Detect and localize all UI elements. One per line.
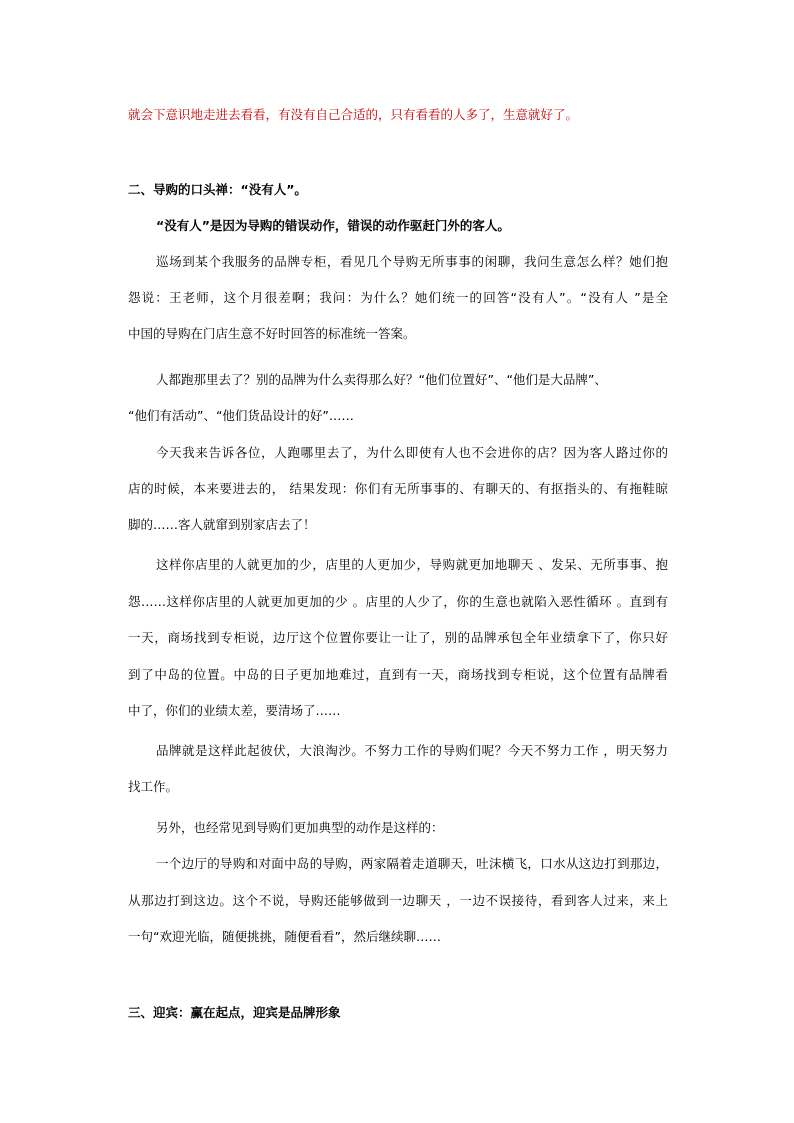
paragraph-line: 一天，商场找到专柜说，边厅这个位置你要让一让了，别的品牌承包全年业绩拿下了，你只好 xyxy=(128,630,668,645)
paragraph-line: 巡场到某个我服务的品牌专柜，看见几个导购无所事事的闲聊，我问生意怎么样？她们抱 xyxy=(156,254,668,269)
paragraph-line: 中了，你们的业绩太差，要清场了…… xyxy=(128,703,341,718)
paragraph-line: 一个边厅的导购和对面中岛的导购，两家隔着走道聊天，吐沫横飞，口水从这边打到那边， xyxy=(156,856,668,871)
section-3-heading: 三、迎宾：赢在起点，迎宾是品牌形象 xyxy=(128,1005,341,1020)
paragraph-line: 中国的导购在门店生意不好时回答的标准统一答案。 xyxy=(128,326,416,341)
paragraph-line: 找工作。 xyxy=(128,779,179,794)
section-2-subheading: “没有人”是因为导购的错误动作，错误的动作驱赶门外的客人。 xyxy=(156,218,510,233)
paragraph-line: 店的时候，本来要进去的， 结果发现：你们有无所事事的、有聊天的、有抠指头的、有拖鞋晾 xyxy=(128,481,668,496)
paragraph-line: 这样你店里的人就更加的少，店里的人更加少，导购就更加地聊天 、发呆、无所事事、抱 xyxy=(156,557,668,572)
paragraph-line: 另外，也经常见到导购们更加典型的动作是这样的： xyxy=(156,820,444,835)
paragraph-line: 从那边打到这边。这个不说，导购还能够做到一边聊天 ，一边不误接待，看到客人过来，来上 xyxy=(128,893,668,908)
paragraph-line: 一句“欢迎光临，随便挑挑，随便看看”，然后继续聊…… xyxy=(128,929,441,944)
paragraph-line: 脚的……客人就窜到别家店去了！ xyxy=(128,517,316,532)
paragraph-line: “他们有活动”、“他们货品设计的好”…… xyxy=(128,408,354,423)
paragraph-line: 到了中岛的位置。中岛的日子更加地难过，直到有一天，商场找到专柜说，这个位置有品牌看 xyxy=(128,667,668,682)
paragraph-line: 今天我来告诉各位，人跑哪里去了，为什么即使有人也不会进你的店？因为客人路过你的 xyxy=(156,445,668,460)
paragraph-line: 怨说：王老师，这个月很差啊；我问：为什么？她们统一的回答“没有人”。“没有人 ”是全 xyxy=(128,290,668,305)
paragraph-line: 品牌就是这样此起彼伏，大浪淘沙。不努力工作的导购们呢？今天不努力工作 ，明天努力 xyxy=(156,743,668,758)
section-2-heading: 二、导购的口头禅：“没有人”。 xyxy=(128,182,307,197)
paragraph-line: 人都跑那里去了？别的品牌为什么卖得那么好？“他们位置好”、“他们是大品牌”、 xyxy=(156,372,607,387)
intro-line: 就会下意识地走进去看看，有没有自己合适的，只有看看的人多了，生意就好了。 xyxy=(128,107,579,122)
paragraph-line: 怨……这样你店里的人就更加更加的少 。店里的人少了，你的生意也就陷入恶性循环 。直到有 xyxy=(128,594,668,609)
